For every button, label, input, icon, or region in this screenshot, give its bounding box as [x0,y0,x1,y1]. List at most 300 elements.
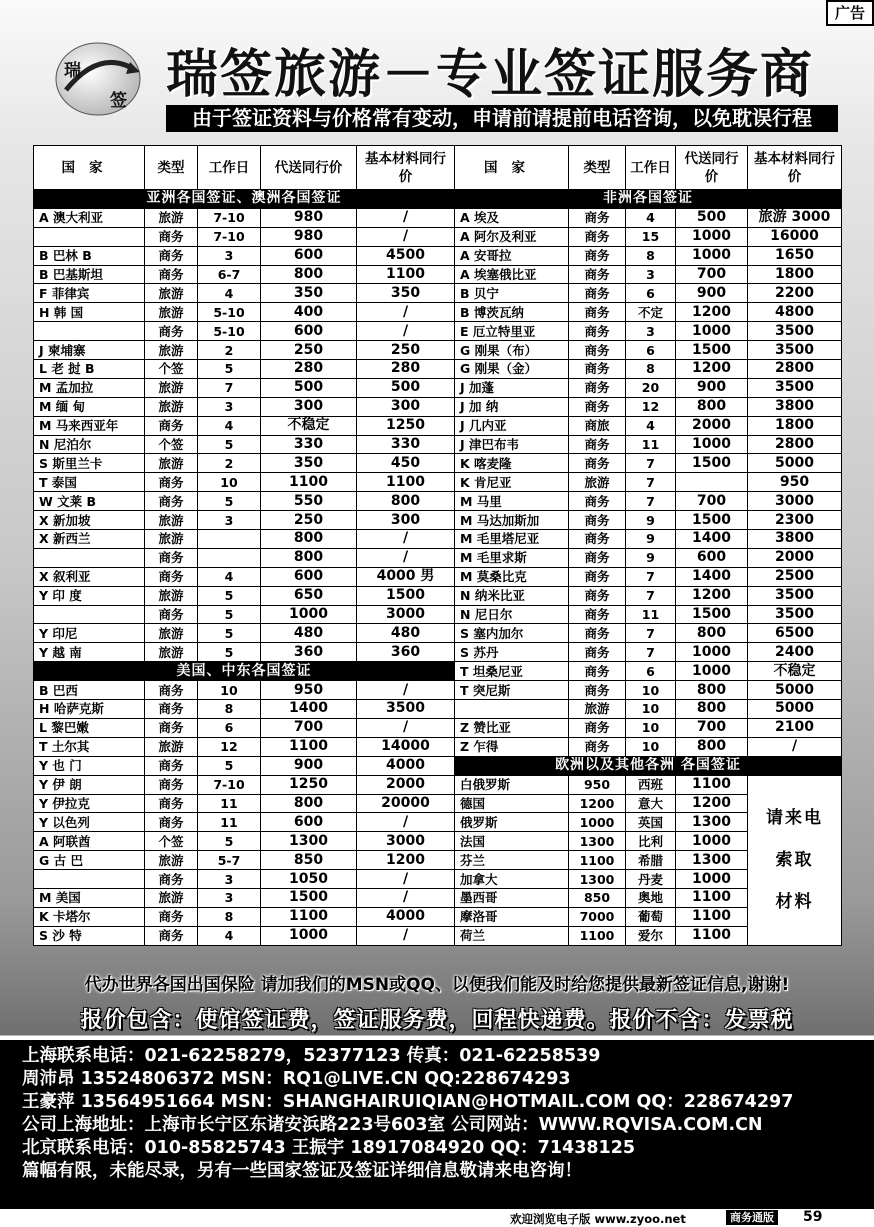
materials-cell: 1500 [357,586,455,605]
table-row [34,322,842,341]
table-row [34,548,842,567]
materials-cell: 5000 [748,700,842,719]
days-cell: 5 [198,832,261,851]
materials-cell: 3500 [748,322,842,341]
price-cell: 950 [261,681,357,700]
type-cell: 旅游 [145,378,198,397]
country-cell: N 尼日尔 [455,605,569,624]
table-row [34,473,842,492]
country-cell: 法国 [455,832,569,851]
country-cell: J 加蓬 [455,378,569,397]
materials-cell: 14000 [357,737,455,756]
materials-cell: / [357,227,455,246]
materials-cell: 450 [357,454,455,473]
materials-cell: 5000 [748,454,842,473]
insurance-notice: 代办世界各国出国保险 请加我们的MSN或QQ、以便我们能及时给您提供最新签证信息,谢谢! [84,975,790,995]
price-cell: 1200 [676,360,748,379]
days-cell: 8 [198,907,261,926]
materials-cell: 20000 [357,794,455,813]
country-cell: X 叙利亚 [34,567,145,586]
type-cell: 商务 [145,567,198,586]
type-cell: 商务 [569,360,626,379]
days-cell: 3 [198,888,261,907]
country-cell: Y 印 度 [34,586,145,605]
price-cell: 600 [261,567,357,586]
type-cell: 商务 [145,681,198,700]
country-cell: X 新加坡 [34,511,145,530]
price-cell: 900 [261,756,357,775]
page-number: 59 [803,1209,823,1225]
materials-cell: 3500 [748,586,842,605]
days-cell: 6 [198,718,261,737]
days-cell: 6-7 [198,265,261,284]
days-cell: 7-10 [198,227,261,246]
type-cell: 商旅 [569,416,626,435]
type-cell: 商务 [569,567,626,586]
price-cell: 1500 [676,511,748,530]
type-cell: 商务 [145,265,198,284]
country-cell: J 津巴布韦 [455,435,569,454]
price-cell: 1400 [676,567,748,586]
price-cell: 1000 [676,322,748,341]
type-cell: 个签 [145,832,198,851]
table-row [34,832,842,851]
table-row [34,624,842,643]
type-cell: 旅游 [145,643,198,662]
table-row [34,190,842,209]
type-cell: 商务 [145,926,198,945]
type-cell: 商务 [569,208,626,227]
price-cell: 1100 [676,926,748,945]
country-cell: N 尼泊尔 [34,435,145,454]
country-cell: 荷兰 [455,926,569,945]
materials-cell: 1200 [357,851,455,870]
country-cell: 西班 [626,775,676,794]
price-cell: 800 [261,794,357,813]
price-cell: 250 [261,511,357,530]
price-cell: 不稳定 [261,416,357,435]
type-cell: 旅游 [145,284,198,303]
days-cell: 10 [198,473,261,492]
request-materials-note [748,775,842,945]
price-cell: 850 [261,851,357,870]
company-logo [52,40,144,118]
price-cell: 1250 [261,775,357,794]
days-cell: 11 [626,605,676,624]
days-cell: 10 [626,737,676,756]
days-cell: 5 [198,756,261,775]
type-cell: 商务 [569,246,626,265]
type-cell: 旅游 [145,303,198,322]
table-row [34,146,842,190]
contact-line: 王豪萍 13564951664 MSN：SHANGHAIRUIQIAN@HOTMAIL.COM QQ：228674297 [22,1092,794,1112]
country-cell: 芬兰 [455,851,569,870]
days-cell: 2 [198,341,261,360]
country-cell: H 韩 国 [34,303,145,322]
materials-cell: 2000 [748,548,842,567]
price-cell: 1000 [676,227,748,246]
type-cell: 旅游 [569,473,626,492]
country-cell [34,548,145,567]
type-cell: 商务 [569,548,626,567]
country-cell: 俄罗斯 [455,813,569,832]
type-cell: 商务 [145,227,198,246]
materials-cell: 2200 [748,284,842,303]
price-cell: 800 [676,681,748,700]
type-cell: 商务 [145,322,198,341]
price-cell: 1300 [569,832,626,851]
type-cell: 旅游 [145,888,198,907]
price-cell: 1000 [676,870,748,889]
price-cell: 1000 [261,926,357,945]
column-header: 基本材料同行价 [748,146,842,190]
materials-cell: / [357,718,455,737]
section-header: 亚洲各国签证、澳洲各国签证 [34,190,455,209]
country-cell: T 坦桑尼亚 [455,662,569,681]
days-cell: 10 [626,700,676,719]
country-cell: L 老 挝 B [34,360,145,379]
country-cell: Y 印尼 [34,624,145,643]
table-row [34,851,842,870]
days-cell: 6 [626,662,676,681]
days-cell: 5-10 [198,303,261,322]
type-cell: 个签 [145,435,198,454]
days-cell: 5 [198,605,261,624]
materials-cell: 2800 [748,360,842,379]
type-cell: 旅游 [145,851,198,870]
materials-cell: / [357,926,455,945]
days-cell: 10 [626,681,676,700]
materials-cell: 3000 [357,832,455,851]
country-cell: B 巴林 B [34,246,145,265]
days-cell: 3 [198,397,261,416]
price-cell: 980 [261,208,357,227]
days-cell [198,548,261,567]
price-cell: 400 [261,303,357,322]
table-row [34,605,842,624]
price-cell: 1200 [676,303,748,322]
price-cell: 1300 [676,813,748,832]
days-cell: 2 [198,454,261,473]
country-cell [455,700,569,719]
column-header: 类型 [145,146,198,190]
table-row [34,794,842,813]
price-cell: 800 [676,624,748,643]
days-cell: 7 [626,586,676,605]
price-cell: 1100 [261,907,357,926]
country-cell: 葡萄 [626,907,676,926]
type-cell: 商务 [145,246,198,265]
type-cell: 商务 [569,530,626,549]
country-cell [34,605,145,624]
table-row [34,813,842,832]
country-cell: B 博茨瓦纳 [455,303,569,322]
country-cell: H 哈萨克斯 [34,700,145,719]
price-cell: 480 [261,624,357,643]
type-cell: 商务 [569,435,626,454]
country-cell: K 肯尼亚 [455,473,569,492]
price-cell: 1000 [676,435,748,454]
days-cell: 4 [626,208,676,227]
days-cell: 7 [198,378,261,397]
country-cell: Y 伊 朗 [34,775,145,794]
country-cell: Y 以色列 [34,813,145,832]
country-cell: M 马里 [455,492,569,511]
contact-line: 上海联系电话：021-62258279，52377123 传真：021-62258539 [22,1046,601,1066]
price-cell: 1400 [676,530,748,549]
type-cell: 旅游 [145,454,198,473]
type-cell: 商务 [145,492,198,511]
materials-cell: 4000 [357,907,455,926]
price-cell: 1000 [569,813,626,832]
type-cell: 商务 [145,718,198,737]
country-cell: A 阿尔及利亚 [455,227,569,246]
days-cell: 4 [626,416,676,435]
country-cell: T 泰国 [34,473,145,492]
materials-cell: 4000 男 [357,567,455,586]
table-row [34,435,842,454]
materials-cell: / [748,737,842,756]
country-cell: 意大 [626,794,676,813]
country-cell: T 突尼斯 [455,681,569,700]
materials-cell: / [357,208,455,227]
type-cell: 商务 [145,548,198,567]
days-cell: 8 [198,700,261,719]
country-cell: M 孟加拉 [34,378,145,397]
country-cell: 加拿大 [455,870,569,889]
type-cell: 商务 [145,813,198,832]
type-cell: 旅游 [145,586,198,605]
days-cell: 3 [626,322,676,341]
price-cell: 1300 [569,870,626,889]
materials-cell: 350 [357,284,455,303]
days-cell: 8 [626,360,676,379]
price-cell: 360 [261,643,357,662]
price-cell: 900 [676,284,748,303]
table-row [34,303,842,322]
country-cell: B 巴基斯坦 [34,265,145,284]
country-cell: A 埃塞俄比亚 [455,265,569,284]
country-cell: L 黎巴嫩 [34,718,145,737]
request-note-line: 请来电 [766,808,823,829]
price-cell: 1000 [676,662,748,681]
price-cell: 600 [676,548,748,567]
country-cell: M 莫桑比克 [455,567,569,586]
type-cell: 商务 [145,700,198,719]
section-header: 非洲各国签证 [455,190,842,209]
type-cell: 商务 [569,378,626,397]
column-header: 国家 [455,146,569,190]
days-cell: 5 [198,643,261,662]
price-cell: 850 [569,888,626,907]
materials-cell: 2500 [748,567,842,586]
country-cell: F 菲律宾 [34,284,145,303]
materials-cell: 4800 [748,303,842,322]
price-cell: 900 [676,378,748,397]
type-cell: 商务 [145,870,198,889]
days-cell: 8 [626,246,676,265]
days-cell: 11 [626,435,676,454]
country-cell: A 澳大利亚 [34,208,145,227]
days-cell: 3 [198,870,261,889]
materials-cell: / [357,888,455,907]
materials-cell: 800 [357,492,455,511]
days-cell: 3 [626,265,676,284]
price-cell: 1300 [676,851,748,870]
country-cell [34,227,145,246]
materials-cell: 280 [357,360,455,379]
type-cell: 商务 [145,473,198,492]
days-cell: 20 [626,378,676,397]
type-cell: 商务 [569,718,626,737]
type-cell: 商务 [145,416,198,435]
materials-cell: 330 [357,435,455,454]
country-cell: 爱尔 [626,926,676,945]
price-cell: 7000 [569,907,626,926]
table-row [34,378,842,397]
price-cell: 800 [261,530,357,549]
materials-cell: 3500 [748,341,842,360]
price-cell: 300 [261,397,357,416]
price-cell: 550 [261,492,357,511]
days-cell: 10 [626,718,676,737]
type-cell: 商务 [145,907,198,926]
request-note-line: 索取 [775,850,814,871]
country-cell: 希腊 [626,851,676,870]
country-cell [34,870,145,889]
materials-cell: 6500 [748,624,842,643]
page-title: 瑞签旅游－专业签证服务商 [166,45,815,105]
days-cell: 7-10 [198,775,261,794]
materials-cell: 3500 [748,378,842,397]
visa-price-table [33,145,842,946]
materials-cell: 1650 [748,246,842,265]
type-cell: 商务 [145,794,198,813]
table-row [34,454,842,473]
type-cell: 商务 [145,775,198,794]
country-cell: B 巴西 [34,681,145,700]
price-cell: 1050 [261,870,357,889]
days-cell: 6 [626,341,676,360]
days-cell: 6 [626,284,676,303]
materials-cell: / [357,870,455,889]
materials-cell: 2000 [357,775,455,794]
table-row [34,888,842,907]
type-cell: 商务 [569,265,626,284]
type-cell: 商务 [569,605,626,624]
materials-cell: 250 [357,341,455,360]
price-cell: 1000 [676,832,748,851]
price-cell: 250 [261,341,357,360]
country-cell: J 加 纳 [455,397,569,416]
type-cell: 商务 [569,322,626,341]
column-header: 工作日 [626,146,676,190]
contact-line: 公司上海地址：上海市长宁区东诸安浜路223号603室 公司网站：WWW.RQVISA.COM.CN [22,1115,763,1135]
type-cell: 商务 [569,737,626,756]
days-cell: 3 [198,246,261,265]
materials-cell: 5000 [748,681,842,700]
country-cell: Y 也 门 [34,756,145,775]
table-row [34,492,842,511]
price-cell: 800 [261,265,357,284]
type-cell: 旅游 [145,530,198,549]
price-cell: 600 [261,813,357,832]
column-header: 工作日 [198,146,261,190]
days-cell [198,530,261,549]
materials-cell: / [357,548,455,567]
days-cell: 9 [626,511,676,530]
type-cell: 商务 [569,303,626,322]
logo-char-1: 瑞 [64,61,81,81]
contact-line: 篇幅有限，未能尽录，另有一些国家签证及签证详细信息敬请来电咨询！ [22,1161,582,1181]
price-cell: 1000 [676,643,748,662]
price-cell: 1200 [569,794,626,813]
country-cell: M 马达加斯加 [455,511,569,530]
column-header: 基本材料同行价 [357,146,455,190]
days-cell: 5 [198,492,261,511]
type-cell: 个签 [145,360,198,379]
subtitle-banner: 由于签证资料与价格常有变动，申请前请提前电话咨询，以免耽误行程 [166,105,838,132]
country-cell: J 几内亚 [455,416,569,435]
materials-cell: 16000 [748,227,842,246]
type-cell: 商务 [569,454,626,473]
days-cell: 5 [198,435,261,454]
contact-line: 周沛昂 13524806372 MSN：RQ1@LIVE.CN QQ:228674293 [22,1069,571,1089]
column-header: 代送同行价 [676,146,748,190]
days-cell: 7-10 [198,208,261,227]
materials-cell: 3500 [748,605,842,624]
days-cell: 5 [198,586,261,605]
table-row [34,208,842,227]
table-row [34,360,842,379]
materials-cell: 3000 [748,492,842,511]
materials-cell: / [357,813,455,832]
materials-cell: 1100 [357,473,455,492]
table-row [34,416,842,435]
days-cell: 9 [626,548,676,567]
contact-block [0,1040,874,1209]
column-header: 类型 [569,146,626,190]
country-cell: X 新西兰 [34,530,145,549]
price-cell: 1500 [676,605,748,624]
price-cell: 800 [261,548,357,567]
country-cell: B 贝宁 [455,284,569,303]
days-cell: 不定 [626,303,676,322]
price-cell: 280 [261,360,357,379]
type-cell: 旅游 [145,397,198,416]
materials-cell: 2400 [748,643,842,662]
materials-cell: 360 [357,643,455,662]
price-cell: 980 [261,227,357,246]
price-cell: 2000 [676,416,748,435]
country-cell: S 斯里兰卡 [34,454,145,473]
country-cell: M 毛里求斯 [455,548,569,567]
price-cell: 950 [569,775,626,794]
table-row [34,926,842,945]
country-cell: S 塞内加尔 [455,624,569,643]
days-cell: 10 [198,681,261,700]
materials-cell: / [357,303,455,322]
materials-cell: / [357,681,455,700]
materials-cell: 2100 [748,718,842,737]
table-row [34,246,842,265]
materials-cell: / [357,322,455,341]
country-cell: K 卡塔尔 [34,907,145,926]
days-cell: 4 [198,284,261,303]
country-cell: S 沙 特 [34,926,145,945]
table-row [34,643,842,662]
type-cell: 旅游 [145,511,198,530]
